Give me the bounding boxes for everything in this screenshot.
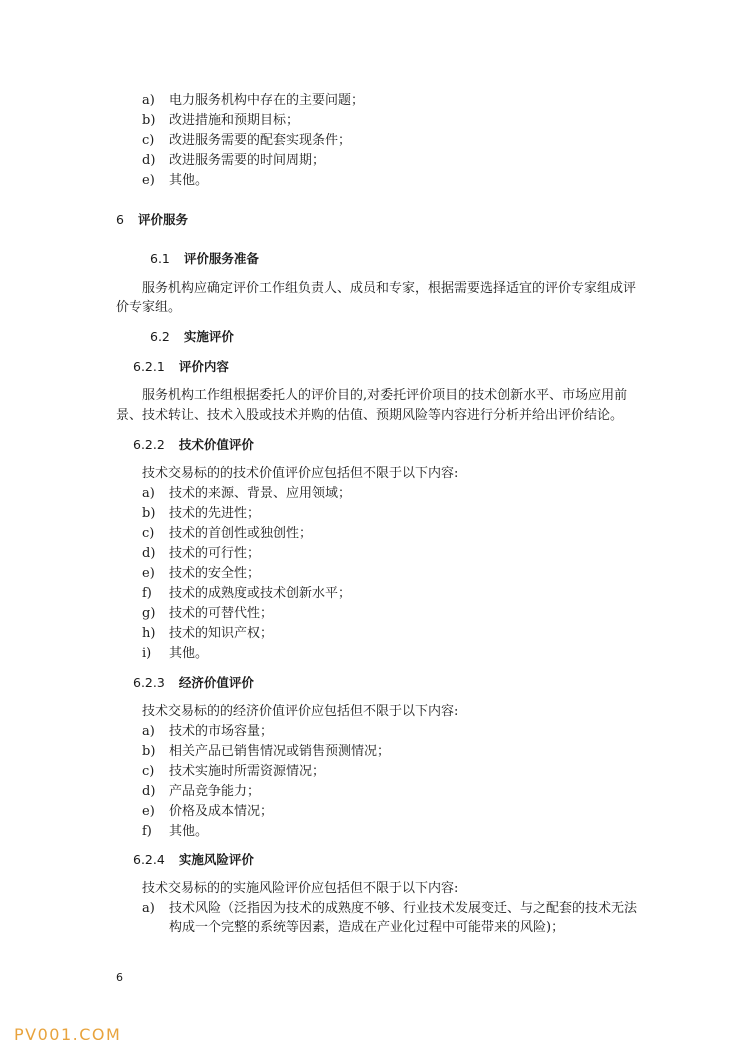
paragraph-line: 服务机构应确定评价工作组负责人、成员和专家，根据需要选择适宜的评价专家组成评 [142,281,637,296]
section-heading-6-2-1: 6.2.1 评价内容 [133,359,229,374]
list-item: f) 其他。 [142,824,209,839]
section-heading-6-2-2: 6.2.2 技术价值评价 [133,437,254,452]
list-item: b) 技术的先进性； [142,506,261,521]
list-item: a) 技术风险（泛指因为技术的成熟度不够、行业技术发展变迁、与之配套的技术无法 [142,901,638,916]
paragraph-line: 技术交易标的的实施风险评价应包括但不限于以下内容: [142,881,459,896]
list-item: f) 技术的成熟度或技术创新水平； [142,586,352,601]
list-item: h) 技术的知识产权； [142,626,274,641]
list-item: b) 改进措施和预期目标； [142,113,300,128]
paragraph-line: 技术交易标的的经济价值评价应包括但不限于以下内容: [142,704,459,719]
list-item: d) 技术的可行性； [142,546,261,561]
list-item: a) 电力服务机构中存在的主要问题； [142,93,365,108]
list-item: e) 其他。 [142,173,209,188]
section-heading-6-1: 6.1 评价服务准备 [150,251,259,266]
section-heading-6: 6 评价服务 [116,212,188,227]
list-item: e) 技术的安全性； [142,566,261,581]
section-heading-6-2-4: 6.2.4 实施风险评价 [133,852,254,867]
list-item: a) 技术的市场容量； [142,724,274,739]
list-item: c) 改进服务需要的配套实现条件； [142,133,352,148]
list-item: d) 产品竞争能力； [142,784,261,799]
list-item: e) 价格及成本情况； [142,804,274,819]
section-heading-6-2-3: 6.2.3 经济价值评价 [133,675,254,690]
list-item: c) 技术实施时所需资源情况； [142,764,326,779]
list-item: g) 技术的可替代性； [142,606,274,621]
list-item: b) 相关产品已销售情况或销售预测情况； [142,744,391,759]
list-item: d) 改进服务需要的时间周期； [142,153,326,168]
page-number: 6 [116,971,123,984]
watermark: PV001.COM [14,1025,122,1044]
paragraph-line: 服务机构工作组根据委托人的评价目的,对委托评价项目的技术创新水平、市场应用前 [142,388,628,403]
paragraph-line: 技术交易标的的技术价值评价应包括但不限于以下内容: [142,466,459,481]
list-item: a) 技术的来源、背景、应用领域； [142,486,352,501]
section-heading-6-2: 6.2 实施评价 [150,329,234,344]
paragraph-line: 景、技术转让、技术入股或技术并购的估值、预期风险等内容进行分析并给出评价结论。 [116,408,624,423]
list-item-continuation: 构成一个完整的系统等因素，造成在产业化过程中可能带来的风险)； [169,920,565,935]
paragraph-line: 价专家组。 [116,300,182,315]
list-item: i) 其他。 [142,646,209,661]
list-item: c) 技术的首创性或独创性； [142,526,313,541]
